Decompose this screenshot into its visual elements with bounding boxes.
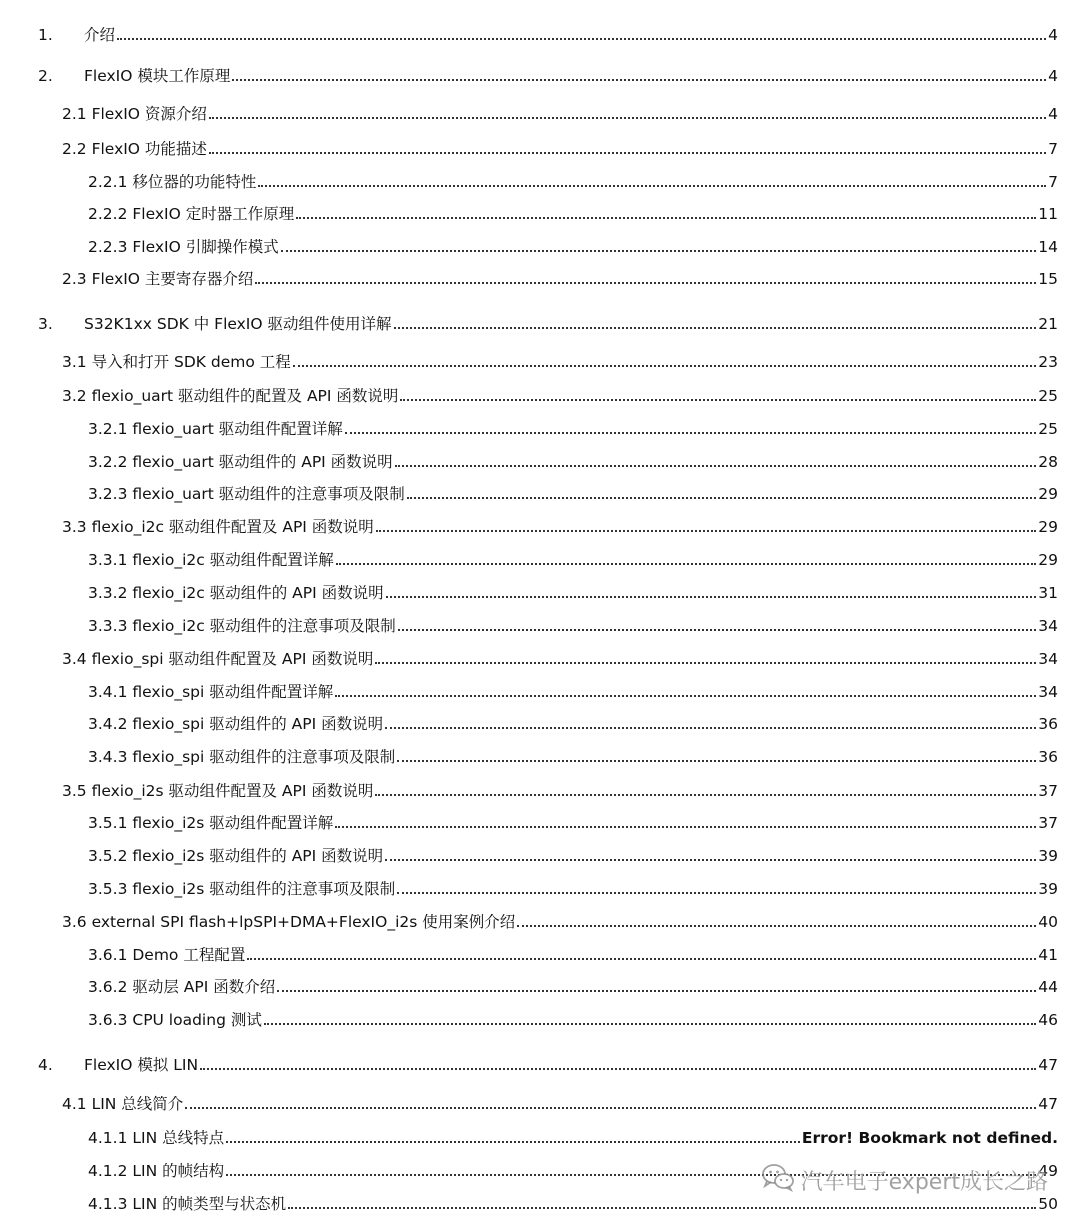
toc-entry-title: 2.2.1 移位器的功能特性 [88,172,257,191]
toc-entry-title: 3.5.3 flexio_i2s 驱动组件的注意事项及限制 [88,879,396,898]
toc-entry-title: 2.2.3 FlexIO 引脚操作模式 [88,237,279,256]
toc-entry-3-2-2[interactable] [88,440,1058,470]
dot-leader [385,727,1036,729]
toc-entry-page: 25 [1038,386,1058,405]
toc-entry-title: 3.5.2 flexio_i2s 驱动组件的 API 函数说明 [88,846,384,865]
toc-entry-page: 46 [1038,1010,1058,1029]
toc-entry-title: 3.3 flexio_i2c 驱动组件配置及 API 函数说明 [62,517,374,536]
toc-entry-3-6-3[interactable] [88,998,1058,1028]
toc-entry-title: 3.6.3 CPU loading 测试 [88,1010,262,1029]
toc-entry-title: 3.6.2 驱动层 API 函数介绍 [88,977,276,996]
toc-entry-4[interactable] [38,1043,1058,1073]
toc-entry-title: 介绍 [84,25,116,44]
dot-leader [400,399,1036,401]
toc-entry-title: FlexIO 模块工作原理 [84,66,231,85]
toc-entry-3-5-1[interactable] [88,801,1058,831]
toc-entry-page: 39 [1038,846,1058,865]
toc-entry-title: 2.2 FlexIO 功能描述 [62,139,207,158]
toc-entry-4-1[interactable] [62,1082,1058,1112]
dot-leader [185,1107,1036,1109]
toc-entry-3-5[interactable] [62,769,1058,799]
toc-entry-page: 4 [1048,104,1058,123]
dot-leader [385,859,1036,861]
dot-leader [336,563,1037,565]
toc-entry-title: 2.3 FlexIO 主要寄存器介绍 [62,269,254,288]
dot-leader [296,217,1036,219]
toc-entry-page: 37 [1038,781,1058,800]
toc-entry-1[interactable] [38,13,1058,43]
dot-leader [232,79,1046,81]
toc-entry-title: 4.1.3 LIN 的帧类型与状态机 [88,1194,287,1213]
toc-entry-page: 50 [1038,1194,1058,1213]
dot-leader [395,465,1037,467]
toc-entry-number: 2. [38,66,53,85]
toc-entry-3[interactable] [38,302,1058,332]
toc-entry-page: 23 [1038,352,1058,371]
toc-entry-page: 15 [1038,269,1058,288]
toc-entry-title: 3.4.3 flexio_spi 驱动组件的注意事项及限制 [88,747,396,766]
dot-leader [375,662,1036,664]
toc-entry-page: 34 [1038,616,1058,635]
toc-entry-title: 3.3.2 flexio_i2c 驱动组件的 API 函数说明 [88,583,384,602]
toc-entry-3-2-1[interactable] [88,407,1058,437]
toc-entry-2-1[interactable] [62,92,1058,122]
toc-entry-page: 36 [1038,714,1058,733]
dot-leader [226,1141,800,1143]
toc-entry-page: 39 [1038,879,1058,898]
toc-entry-3-3[interactable] [62,505,1058,535]
toc-entry-title: 2.1 FlexIO 资源介绍 [62,104,207,123]
toc-entry-title: 3.3.1 flexio_i2c 驱动组件配置详解 [88,550,334,569]
toc-entry-page: 44 [1038,977,1058,996]
dot-leader [264,1023,1036,1025]
toc-entry-title: 3.4.2 flexio_spi 驱动组件的 API 函数说明 [88,714,384,733]
toc-entry-2-2-1[interactable] [88,160,1058,190]
toc-entry-page: 29 [1038,517,1058,536]
dot-leader [386,596,1037,598]
toc-entry-3-4-2[interactable] [88,702,1058,732]
dot-leader [335,826,1036,828]
dot-leader [288,1207,1036,1209]
toc-entry-title: 3.4.1 flexio_spi 驱动组件配置详解 [88,682,334,701]
toc-entry-3-6-2[interactable] [88,965,1058,995]
dot-leader [277,990,1036,992]
toc-entry-2-2[interactable] [62,127,1058,157]
toc-entry-3-5-2[interactable] [88,834,1058,864]
dot-leader [209,152,1046,154]
toc-entry-page: 11 [1038,204,1058,223]
toc-entry-page: 21 [1038,314,1058,333]
toc-entry-3-3-1[interactable] [88,538,1058,568]
bookmark-error-text: Error! Bookmark not defined. [801,1128,1058,1147]
toc-entry-title: 3.1 导入和打开 SDK demo 工程 [62,352,291,371]
toc-entry-3-5-3[interactable] [88,867,1058,897]
toc-entry-page: 40 [1038,912,1058,931]
wechat-icon [761,1162,795,1198]
toc-entry-page: 34 [1038,649,1058,668]
toc-entry-page: 34 [1038,682,1058,701]
toc-entry-title: 3.5.1 flexio_i2s 驱动组件配置详解 [88,813,334,832]
toc-entry-page: 4 [1048,66,1058,85]
toc-entry-3-6[interactable] [62,900,1058,930]
toc-entry-3-2[interactable] [62,374,1058,404]
toc-entry-page: 29 [1038,550,1058,569]
dot-leader [407,497,1036,499]
toc-entry-title: 4.1.1 LIN 总线特点 [88,1128,225,1147]
toc-entry-title: 3.6 external SPI flash+lpSPI+DMA+FlexIO_i2s 使用案例介绍 [62,912,516,931]
toc-entry-title: S32K1xx SDK 中 FlexIO 驱动组件使用详解 [84,314,392,333]
dot-leader [209,117,1046,119]
toc-entry-page: 14 [1038,237,1058,256]
toc-entry-title: 3.2.1 flexio_uart 驱动组件配置详解 [88,419,343,438]
dot-leader [394,327,1037,329]
toc-entry-3-6-1[interactable] [88,933,1058,963]
dot-leader [375,794,1036,796]
toc-entry-number: 1. [38,25,53,44]
toc-entry-page: 49 [1038,1161,1058,1180]
toc-entry-page: 36 [1038,747,1058,766]
toc-entry-page: 7 [1048,172,1058,191]
toc-entry-title: 3.2.3 flexio_uart 驱动组件的注意事项及限制 [88,484,405,503]
toc-entry-title: FlexIO 模拟 LIN [84,1055,199,1074]
toc-entry-page: 28 [1038,452,1058,471]
toc-entry-title: 3.6.1 Demo 工程配置 [88,945,246,964]
toc-entry-3-4[interactable] [62,637,1058,667]
dot-leader [345,432,1036,434]
toc-entry-title: 2.2.2 FlexIO 定时器工作原理 [88,204,295,223]
toc-entry-title: 4.1 LIN 总线简介 [62,1094,184,1113]
dot-leader [397,760,1036,762]
toc-entry-page: 47 [1038,1094,1058,1113]
toc-entry-3-4-3[interactable] [88,735,1058,765]
toc-entry-3-4-1[interactable] [88,670,1058,700]
dot-leader [281,250,1037,252]
toc-entry-number: 3. [38,314,53,333]
toc-entry-4-1-1[interactable] [88,1116,1058,1146]
toc-entry-title: 3.2 flexio_uart 驱动组件的配置及 API 函数说明 [62,386,399,405]
toc-entry-title: 3.4 flexio_spi 驱动组件配置及 API 函数说明 [62,649,374,668]
dot-leader [200,1068,1036,1070]
dot-leader [255,282,1036,284]
toc-entry-page: 7 [1048,139,1058,158]
watermark [761,1164,1048,1196]
watermark-text: 汽车电子expert成长之路 [800,1169,1048,1195]
toc-entry-3-3-3[interactable] [88,604,1058,634]
dot-leader [335,695,1036,697]
toc-entry-2-2-3[interactable] [88,225,1058,255]
dot-leader [397,892,1036,894]
toc-entry-title: 3.2.2 flexio_uart 驱动组件的 API 函数说明 [88,452,393,471]
toc-entry-2-3[interactable] [62,257,1058,287]
toc-entry-page: 47 [1038,1055,1058,1074]
toc-entry-page: 4 [1048,25,1058,44]
toc-entry-title: 4.1.2 LIN 的帧结构 [88,1161,225,1180]
toc-entry-page: 25 [1038,419,1058,438]
dot-leader [258,185,1046,187]
dot-leader [517,925,1036,927]
toc-entry-page: 29 [1038,484,1058,503]
toc-entry-3-1[interactable] [62,340,1058,370]
dot-leader [293,365,1037,367]
toc-entry-page: 37 [1038,813,1058,832]
dot-leader [376,530,1036,532]
toc-entry-2-2-2[interactable] [88,192,1058,222]
toc-entry-2[interactable] [38,54,1058,84]
toc-entry-title: 3.3.3 flexio_i2c 驱动组件的注意事项及限制 [88,616,396,635]
toc-entry-title: 3.5 flexio_i2s 驱动组件配置及 API 函数说明 [62,781,374,800]
toc-entry-3-3-2[interactable] [88,571,1058,601]
toc-entry-3-2-3[interactable] [88,472,1058,502]
dot-leader [117,38,1046,40]
toc-entry-page: 31 [1038,583,1058,602]
dot-leader [247,958,1036,960]
toc-entry-page: 41 [1038,945,1058,964]
dot-leader [398,629,1037,631]
toc-entry-number: 4. [38,1055,53,1074]
